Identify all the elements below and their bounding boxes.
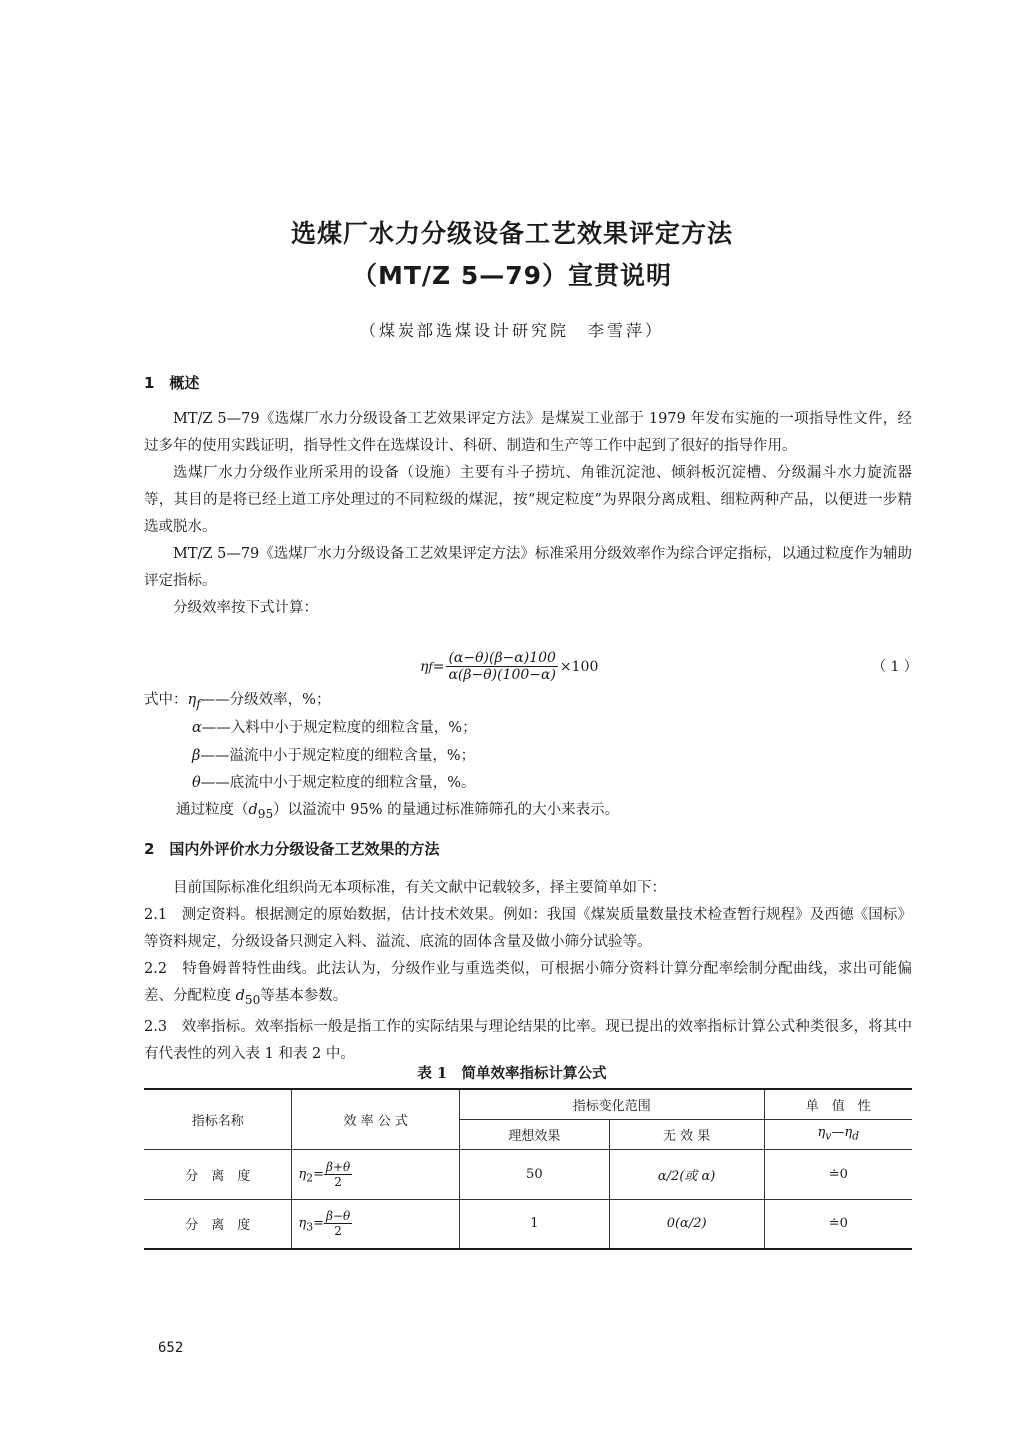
- header-range: 指标变化范围: [459, 1089, 764, 1119]
- row-1-eta-sub: 2: [306, 1171, 314, 1185]
- table-row: [144, 1199, 912, 1249]
- section-2-2-d: d: [235, 988, 245, 1004]
- row-2-fraction: [324, 1209, 352, 1238]
- row-1-ideal: 50: [459, 1149, 609, 1199]
- row-1-num: β+θ: [326, 1159, 351, 1174]
- section-2-heading: 2 国内外评价水力分级设备工艺效果的方法: [144, 840, 440, 858]
- section-2-2-pre: 2.2 特鲁姆普特性曲线。此法认为，分级作业与重选类似，可根据小筛分资料计算分配率绘制分配曲线，求出可能偏差、分配粒度: [144, 961, 912, 1004]
- row-2-num: β−θ: [326, 1209, 351, 1224]
- table-1-caption: 表 1 简单效率指标计算公式: [417, 1065, 607, 1082]
- section-1-paragraph-1: MT/Z 5—79《选煤厂水力分级设备工艺效果评定方法》是煤炭工业部于 1979 年发布实施的一项指导性文件，经过多年的使用实践证明，指导性文件在选煤设计、科研、制造和生产等工作中起到了很好的指导作用。: [144, 411, 912, 454]
- row-1-unit: ≐0: [764, 1149, 912, 1199]
- row-2-den: 2: [334, 1224, 342, 1239]
- page-title: 选煤厂水力分级设备工艺效果评定方法: [290, 219, 733, 248]
- definition-intro: 式中：: [144, 692, 188, 708]
- section-2-2-sub: 50: [244, 992, 261, 1007]
- theta-definition: ——底流中小于规定粒度的细粒含量，%。: [200, 775, 476, 791]
- definition-theta: [192, 771, 476, 792]
- formula-fraction: [446, 650, 557, 683]
- row-2-formula: $\eta_3=$ $\frac{\beta-\theta}{2}$: [292, 1199, 460, 1249]
- unit-d: d: [852, 1129, 860, 1143]
- header-name: 指标名称: [144, 1089, 292, 1149]
- definition-eta: [144, 688, 330, 711]
- table-header-row: [144, 1089, 912, 1119]
- page-number: 652: [158, 1340, 184, 1356]
- row-1-formula: $\eta_2=$ $\frac{\beta+\theta}{2}$: [292, 1149, 460, 1199]
- section-1-paragraph-2: 选煤厂水力分级作业所采用的设备（设施）主要有斗子捞坑、角锥沉淀池、倾斜板沉淀槽、分级漏斗水力旋流器等，其目的是将已经上道工序处理过的不同粒级的煤泥，按“规定粒度”为界限分离成粗、细粒两种产品，以便进一步精选或脱水。: [144, 465, 912, 535]
- row-2-none: 0(α/2): [609, 1199, 764, 1249]
- pass-pre: 通过粒度（: [176, 802, 249, 818]
- eta-definition: ——分级效率，%；: [200, 692, 331, 708]
- page-subtitle: （MT/Z 5—79）宣贯说明: [351, 261, 673, 290]
- eta-symbol: η: [187, 692, 197, 708]
- row-1-fraction: [324, 1160, 352, 1189]
- pass-size-note: [176, 798, 619, 821]
- row-2-unit: ≐0: [764, 1199, 912, 1249]
- section-2-body: [144, 875, 912, 1068]
- efficiency-formula: η f = $\frac{(\alpha-\theta)(\beta-\alpha)100}{\alpha(\beta-\theta)(100-\alpha)}$ ×100: [420, 650, 599, 683]
- section-1-paragraph-3: MT/Z 5—79《选煤厂水力分级设备工艺效果评定方法》标准采用分级效率作为综合评定指标，以通过粒度作为辅助评定指标。: [144, 546, 912, 589]
- row-2-eta: η: [298, 1216, 307, 1232]
- row-1-none: α/2(或 α): [609, 1149, 764, 1199]
- table-1: [144, 1088, 912, 1250]
- formula-denominator: α(β−θ)(100−α): [448, 667, 556, 683]
- section-2-3: 2.3 效率指标。效率指标一般是指工作的实际结果与理论结果的比率。现已提出的效率指标计算公式种类很多，将其中有代表性的列入表 1 和表 2 中。: [144, 1018, 912, 1062]
- table-row: [144, 1149, 912, 1199]
- section-2-1: 2.1 测定资料。根据测定的原始数据，估计技术效果。例如：我国《煤炭质量数量技术检查暂行规程》及西德《国标》等资料规定，分级设备只测定入料、溢流、底流的固体含量及做小筛分试验等。: [144, 907, 912, 950]
- beta-definition: ——溢流中小于规定粒度的细粒含量，%；: [200, 748, 476, 764]
- formula-lhs: η: [420, 658, 429, 675]
- definition-alpha: [192, 716, 477, 737]
- formula-multiplier: ×100: [559, 658, 599, 675]
- header-none: 无 效 果: [609, 1119, 764, 1149]
- row-2-ideal: 1: [459, 1199, 609, 1249]
- row-1-den: 2: [334, 1174, 342, 1189]
- pass-d: d: [248, 802, 258, 818]
- header-unit-sub: [764, 1119, 912, 1149]
- formula-lhs-sub: f: [428, 659, 433, 674]
- section-2-intro: 目前国际标准化组织尚无本项标准，有关文献中记载较多，择主要简单如下：: [173, 880, 666, 896]
- formula-numerator: (α−θ)(β−α)100: [448, 650, 556, 666]
- section-2-2: [144, 956, 912, 1014]
- unit-v: v: [825, 1129, 832, 1143]
- row-1-name: 分 离 度: [144, 1149, 292, 1199]
- section-1-paragraph-4: 分级效率按下式计算：: [173, 600, 318, 616]
- header-formula: 效 率 公 式: [292, 1089, 460, 1149]
- eta-sub: f: [196, 696, 201, 711]
- row-2-name: 分 离 度: [144, 1199, 292, 1249]
- unit-mid: —η: [831, 1125, 853, 1141]
- row-1-eta: η: [298, 1166, 307, 1182]
- alpha-definition: ——入料中小于规定粒度的细粒含量，%；: [201, 720, 477, 736]
- definition-beta: [192, 744, 475, 765]
- equation-number: （ 1 ）: [872, 659, 918, 675]
- section-1-body: [144, 406, 912, 622]
- unit-eta: η: [817, 1125, 826, 1141]
- header-ideal: 理想效果: [459, 1119, 609, 1149]
- alpha-symbol: α: [192, 720, 202, 736]
- section-1-heading: 1 概述: [144, 374, 200, 392]
- pass-sub: 95: [257, 806, 274, 821]
- row-2-eta-sub: 3: [306, 1220, 314, 1234]
- theta-symbol: θ: [192, 775, 201, 791]
- pass-post: ）以溢流中 95% 的量通过标准筛筛孔的大小来表示。: [273, 802, 620, 818]
- section-2-2-post: 等基本参数。: [260, 988, 348, 1004]
- header-unit: 单 值 性: [764, 1089, 912, 1119]
- author-line: （煤炭部选煤设计研究院 李雪萍）: [359, 321, 664, 340]
- beta-symbol: β: [192, 748, 201, 764]
